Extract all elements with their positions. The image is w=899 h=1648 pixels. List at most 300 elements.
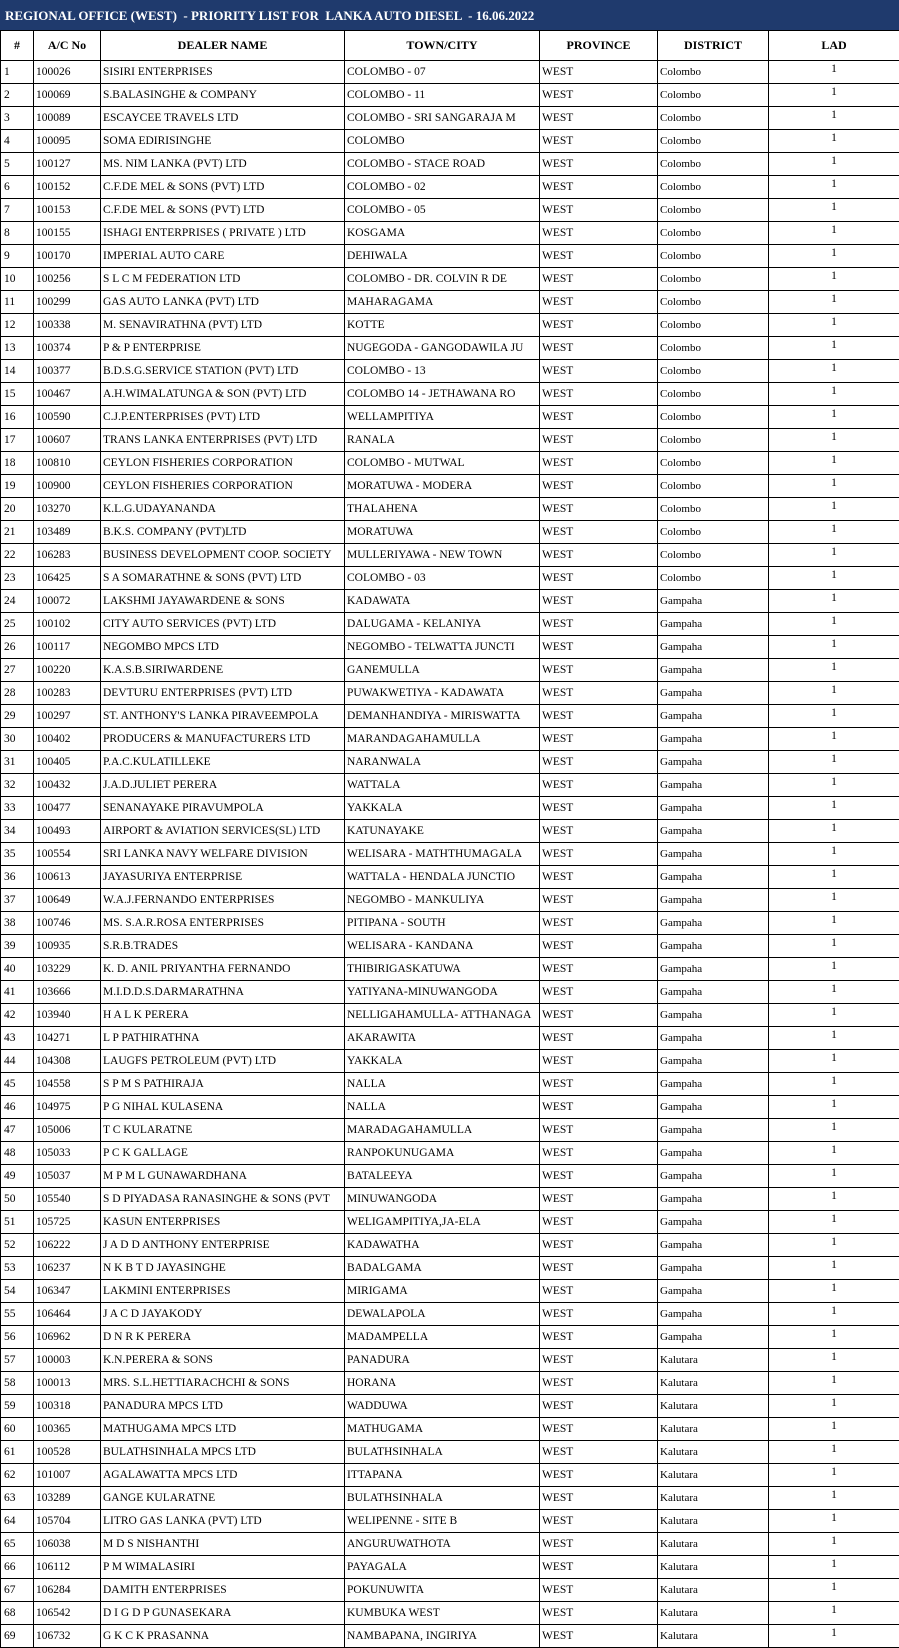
- table-row: [1, 475, 899, 498]
- cell-lad: 1: [769, 1602, 899, 1625]
- cell-account-no: 101007: [34, 1464, 101, 1487]
- cell-town-city: RANALA: [345, 429, 540, 452]
- cell-lad: 1: [769, 84, 899, 107]
- cell-lad: 1: [769, 498, 899, 521]
- cell-index: 19: [1, 475, 34, 498]
- cell-province: WEST: [540, 1372, 658, 1395]
- cell-account-no: 100256: [34, 268, 101, 291]
- cell-province: WEST: [540, 1234, 658, 1257]
- cell-town-city: COLOMBO 14 - JETHAWANA RO: [345, 383, 540, 406]
- table-row: [1, 1234, 899, 1257]
- cell-dealer-name: PRODUCERS & MANUFACTURERS LTD: [101, 728, 345, 751]
- cell-district: Colombo: [658, 268, 769, 291]
- cell-dealer-name: CEYLON FISHERIES CORPORATION: [101, 475, 345, 498]
- cell-lad: 1: [769, 728, 899, 751]
- table-row: [1, 199, 899, 222]
- cell-town-city: NEGOMBO - MANKULIYA: [345, 889, 540, 912]
- cell-index: 40: [1, 958, 34, 981]
- table-row: [1, 153, 899, 176]
- cell-district: Gampaha: [658, 1257, 769, 1280]
- cell-province: WEST: [540, 774, 658, 797]
- cell-province: WEST: [540, 1487, 658, 1510]
- cell-index: 56: [1, 1326, 34, 1349]
- cell-index: 1: [1, 61, 34, 84]
- cell-province: WEST: [540, 245, 658, 268]
- cell-district: Gampaha: [658, 636, 769, 659]
- cell-district: Gampaha: [658, 728, 769, 751]
- cell-province: WEST: [540, 636, 658, 659]
- table-row: [1, 130, 899, 153]
- cell-dealer-name: MS. NIM LANKA (PVT) LTD: [101, 153, 345, 176]
- cell-account-no: 100338: [34, 314, 101, 337]
- table-row: [1, 1418, 899, 1441]
- table-row: [1, 291, 899, 314]
- cell-lad: 1: [769, 1165, 899, 1188]
- cell-lad: 1: [769, 774, 899, 797]
- cell-account-no: 100089: [34, 107, 101, 130]
- cell-index: 13: [1, 337, 34, 360]
- cell-index: 28: [1, 682, 34, 705]
- cell-index: 69: [1, 1625, 34, 1648]
- cell-province: WEST: [540, 1418, 658, 1441]
- cell-district: Gampaha: [658, 751, 769, 774]
- cell-province: WEST: [540, 521, 658, 544]
- cell-district: Colombo: [658, 245, 769, 268]
- cell-district: Gampaha: [658, 682, 769, 705]
- header-town-city: TOWN/CITY: [345, 31, 540, 61]
- cell-town-city: COLOMBO - 13: [345, 360, 540, 383]
- table-row: [1, 1257, 899, 1280]
- cell-index: 23: [1, 567, 34, 590]
- cell-town-city: NALLA: [345, 1073, 540, 1096]
- cell-province: WEST: [540, 567, 658, 590]
- table-row: [1, 1073, 899, 1096]
- table-row: [1, 429, 899, 452]
- cell-index: 4: [1, 130, 34, 153]
- header-index: #: [1, 31, 34, 61]
- cell-lad: 1: [769, 981, 899, 1004]
- cell-dealer-name: P M WIMALASIRI: [101, 1556, 345, 1579]
- cell-town-city: COLOMBO - 03: [345, 567, 540, 590]
- cell-town-city: DEHIWALA: [345, 245, 540, 268]
- cell-account-no: 100365: [34, 1418, 101, 1441]
- cell-index: 7: [1, 199, 34, 222]
- cell-dealer-name: J.A.D.JULIET PERERA: [101, 774, 345, 797]
- cell-district: Gampaha: [658, 981, 769, 1004]
- cell-index: 15: [1, 383, 34, 406]
- table-row: [1, 659, 899, 682]
- cell-dealer-name: B.K.S. COMPANY (PVT)LTD: [101, 521, 345, 544]
- table-row: [1, 1280, 899, 1303]
- cell-province: WEST: [540, 544, 658, 567]
- cell-lad: 1: [769, 1556, 899, 1579]
- cell-index: 38: [1, 912, 34, 935]
- table-row: [1, 84, 899, 107]
- cell-lad: 1: [769, 153, 899, 176]
- table-row: [1, 1625, 899, 1648]
- cell-account-no: 106038: [34, 1533, 101, 1556]
- cell-account-no: 100069: [34, 84, 101, 107]
- cell-province: WEST: [540, 1510, 658, 1533]
- cell-lad: 1: [769, 314, 899, 337]
- cell-town-city: MAHARAGAMA: [345, 291, 540, 314]
- cell-index: 39: [1, 935, 34, 958]
- table-row: [1, 1441, 899, 1464]
- cell-town-city: NAMBAPANA, INGIRIYA: [345, 1625, 540, 1648]
- cell-index: 54: [1, 1280, 34, 1303]
- cell-province: WEST: [540, 1579, 658, 1602]
- cell-account-no: 100467: [34, 383, 101, 406]
- cell-dealer-name: LAKSHMI JAYAWARDENE & SONS: [101, 590, 345, 613]
- cell-lad: 1: [769, 797, 899, 820]
- cell-town-city: COLOMBO: [345, 130, 540, 153]
- cell-account-no: 100432: [34, 774, 101, 797]
- cell-town-city: DEWALAPOLA: [345, 1303, 540, 1326]
- cell-index: 44: [1, 1050, 34, 1073]
- cell-town-city: WADDUWA: [345, 1395, 540, 1418]
- cell-town-city: WELLAMPITIYA: [345, 406, 540, 429]
- cell-lad: 1: [769, 567, 899, 590]
- cell-town-city: NEGOMBO - TELWATTA JUNCTI: [345, 636, 540, 659]
- cell-dealer-name: M. SENAVIRATHNA (PVT) LTD: [101, 314, 345, 337]
- cell-lad: 1: [769, 1188, 899, 1211]
- cell-town-city: YAKKALA: [345, 797, 540, 820]
- table-row: [1, 245, 899, 268]
- cell-lad: 1: [769, 636, 899, 659]
- cell-district: Colombo: [658, 337, 769, 360]
- cell-town-city: PANADURA: [345, 1349, 540, 1372]
- cell-town-city: NARANWALA: [345, 751, 540, 774]
- cell-dealer-name: GANGE KULARATNE: [101, 1487, 345, 1510]
- cell-town-city: PUWAKWETIYA - KADAWATA: [345, 682, 540, 705]
- cell-district: Colombo: [658, 567, 769, 590]
- cell-town-city: ITTAPANA: [345, 1464, 540, 1487]
- cell-lad: 1: [769, 1464, 899, 1487]
- cell-town-city: KADAWATHA: [345, 1234, 540, 1257]
- cell-town-city: MARANDAGAHAMULLA: [345, 728, 540, 751]
- cell-district: Kalutara: [658, 1487, 769, 1510]
- cell-index: 60: [1, 1418, 34, 1441]
- cell-lad: 1: [769, 337, 899, 360]
- table-row: [1, 1349, 899, 1372]
- cell-lad: 1: [769, 521, 899, 544]
- cell-index: 37: [1, 889, 34, 912]
- table-row: [1, 590, 899, 613]
- cell-district: Colombo: [658, 153, 769, 176]
- sheet-title: REGIONAL OFFICE (WEST) - PRIORITY LIST FOR LANKA AUTO DIESEL - 16.06.2022: [0, 0, 899, 30]
- cell-account-no: 106425: [34, 567, 101, 590]
- cell-district: Gampaha: [658, 774, 769, 797]
- cell-lad: 1: [769, 820, 899, 843]
- cell-lad: 1: [769, 958, 899, 981]
- cell-account-no: 100072: [34, 590, 101, 613]
- cell-account-no: 100405: [34, 751, 101, 774]
- table-row: [1, 1579, 899, 1602]
- cell-province: WEST: [540, 1211, 658, 1234]
- header-lad: LAD: [769, 31, 899, 61]
- cell-district: Gampaha: [658, 1027, 769, 1050]
- cell-district: Kalutara: [658, 1602, 769, 1625]
- cell-town-city: KATUNAYAKE: [345, 820, 540, 843]
- cell-town-city: COLOMBO - STACE ROAD: [345, 153, 540, 176]
- cell-province: WEST: [540, 1625, 658, 1648]
- cell-province: WEST: [540, 360, 658, 383]
- cell-town-city: HORANA: [345, 1372, 540, 1395]
- cell-lad: 1: [769, 1625, 899, 1648]
- cell-district: Gampaha: [658, 1050, 769, 1073]
- cell-dealer-name: DEVTURU ENTERPRISES (PVT) LTD: [101, 682, 345, 705]
- table-row: [1, 222, 899, 245]
- cell-district: Gampaha: [658, 889, 769, 912]
- cell-dealer-name: C.J.P.ENTERPRISES (PVT) LTD: [101, 406, 345, 429]
- cell-province: WEST: [540, 498, 658, 521]
- cell-index: 59: [1, 1395, 34, 1418]
- cell-dealer-name: M P M L GUNAWARDHANA: [101, 1165, 345, 1188]
- cell-dealer-name: P C K GALLAGE: [101, 1142, 345, 1165]
- cell-town-city: MINUWANGODA: [345, 1188, 540, 1211]
- cell-district: Colombo: [658, 61, 769, 84]
- cell-province: WEST: [540, 1050, 658, 1073]
- cell-lad: 1: [769, 291, 899, 314]
- cell-index: 68: [1, 1602, 34, 1625]
- cell-dealer-name: S A SOMARATHNE & SONS (PVT) LTD: [101, 567, 345, 590]
- table-row: [1, 567, 899, 590]
- table-row: [1, 521, 899, 544]
- cell-dealer-name: P.A.C.KULATILLEKE: [101, 751, 345, 774]
- cell-index: 14: [1, 360, 34, 383]
- cell-dealer-name: DAMITH ENTERPRISES: [101, 1579, 345, 1602]
- table-row: [1, 1303, 899, 1326]
- cell-lad: 1: [769, 1510, 899, 1533]
- cell-district: Colombo: [658, 429, 769, 452]
- cell-town-city: NALLA: [345, 1096, 540, 1119]
- cell-province: WEST: [540, 1533, 658, 1556]
- cell-index: 8: [1, 222, 34, 245]
- cell-province: WEST: [540, 797, 658, 820]
- cell-account-no: 100935: [34, 935, 101, 958]
- cell-province: WEST: [540, 728, 658, 751]
- cell-dealer-name: S L C M FEDERATION LTD: [101, 268, 345, 291]
- cell-town-city: MATHUGAMA: [345, 1418, 540, 1441]
- cell-dealer-name: S.BALASINGHE & COMPANY: [101, 84, 345, 107]
- cell-district: Gampaha: [658, 1234, 769, 1257]
- cell-district: Kalutara: [658, 1441, 769, 1464]
- cell-dealer-name: SENANAYAKE PIRAVUMPOLA: [101, 797, 345, 820]
- table-row: [1, 1602, 899, 1625]
- cell-dealer-name: BUSINESS DEVELOPMENT COOP. SOCIETY: [101, 544, 345, 567]
- cell-province: WEST: [540, 337, 658, 360]
- cell-district: Gampaha: [658, 935, 769, 958]
- cell-lad: 1: [769, 268, 899, 291]
- cell-index: 24: [1, 590, 34, 613]
- cell-town-city: COLOMBO - 07: [345, 61, 540, 84]
- cell-province: WEST: [540, 107, 658, 130]
- cell-account-no: 100590: [34, 406, 101, 429]
- cell-town-city: KOSGAMA: [345, 222, 540, 245]
- cell-district: Kalutara: [658, 1418, 769, 1441]
- cell-account-no: 100900: [34, 475, 101, 498]
- table-row: [1, 1096, 899, 1119]
- cell-district: Kalutara: [658, 1395, 769, 1418]
- cell-index: 9: [1, 245, 34, 268]
- table-row: [1, 337, 899, 360]
- cell-province: WEST: [540, 613, 658, 636]
- cell-lad: 1: [769, 659, 899, 682]
- cell-account-no: 104975: [34, 1096, 101, 1119]
- cell-province: WEST: [540, 452, 658, 475]
- cell-province: WEST: [540, 406, 658, 429]
- cell-lad: 1: [769, 199, 899, 222]
- cell-town-city: COLOMBO - 02: [345, 176, 540, 199]
- cell-index: 20: [1, 498, 34, 521]
- cell-district: Gampaha: [658, 820, 769, 843]
- cell-dealer-name: LITRO GAS LANKA (PVT) LTD: [101, 1510, 345, 1533]
- header-account-no: A/C No: [34, 31, 101, 61]
- cell-dealer-name: W.A.J.FERNANDO ENTERPRISES: [101, 889, 345, 912]
- cell-town-city: YATIYANA-MINUWANGODA: [345, 981, 540, 1004]
- cell-account-no: 100299: [34, 291, 101, 314]
- cell-province: WEST: [540, 843, 658, 866]
- cell-province: WEST: [540, 981, 658, 1004]
- cell-lad: 1: [769, 1142, 899, 1165]
- table-row: [1, 1211, 899, 1234]
- cell-province: WEST: [540, 314, 658, 337]
- cell-dealer-name: K.L.G.UDAYANANDA: [101, 498, 345, 521]
- cell-lad: 1: [769, 1096, 899, 1119]
- table-body: [1, 61, 899, 1648]
- cell-province: WEST: [540, 1556, 658, 1579]
- cell-province: WEST: [540, 130, 658, 153]
- table-row: [1, 705, 899, 728]
- cell-province: WEST: [540, 958, 658, 981]
- cell-district: Gampaha: [658, 705, 769, 728]
- cell-lad: 1: [769, 1579, 899, 1602]
- cell-town-city: DEMANHANDIYA - MIRISWATTA: [345, 705, 540, 728]
- cell-lad: 1: [769, 1533, 899, 1556]
- cell-district: Gampaha: [658, 1326, 769, 1349]
- cell-district: Colombo: [658, 475, 769, 498]
- header-dealer-name: DEALER NAME: [101, 31, 345, 61]
- cell-lad: 1: [769, 866, 899, 889]
- cell-town-city: BADALGAMA: [345, 1257, 540, 1280]
- cell-district: Gampaha: [658, 1096, 769, 1119]
- cell-district: Gampaha: [658, 659, 769, 682]
- cell-account-no: 106347: [34, 1280, 101, 1303]
- cell-account-no: 100155: [34, 222, 101, 245]
- cell-lad: 1: [769, 1487, 899, 1510]
- cell-account-no: 106222: [34, 1234, 101, 1257]
- table-row: [1, 774, 899, 797]
- cell-town-city: NUGEGODA - GANGODAWILA JU: [345, 337, 540, 360]
- cell-town-city: RANPOKUNUGAMA: [345, 1142, 540, 1165]
- cell-index: 66: [1, 1556, 34, 1579]
- cell-lad: 1: [769, 452, 899, 475]
- cell-lad: 1: [769, 360, 899, 383]
- table-row: [1, 1188, 899, 1211]
- cell-province: WEST: [540, 222, 658, 245]
- table-row: [1, 544, 899, 567]
- cell-index: 41: [1, 981, 34, 1004]
- cell-account-no: 100220: [34, 659, 101, 682]
- cell-district: Colombo: [658, 291, 769, 314]
- cell-dealer-name: K.A.S.B.SIRIWARDENE: [101, 659, 345, 682]
- cell-province: WEST: [540, 383, 658, 406]
- cell-district: Gampaha: [658, 912, 769, 935]
- cell-lad: 1: [769, 613, 899, 636]
- cell-town-city: AKARAWITA: [345, 1027, 540, 1050]
- table-row: [1, 1556, 899, 1579]
- cell-lad: 1: [769, 475, 899, 498]
- cell-index: 27: [1, 659, 34, 682]
- table-row: [1, 1165, 899, 1188]
- cell-dealer-name: NEGOMBO MPCS LTD: [101, 636, 345, 659]
- cell-index: 35: [1, 843, 34, 866]
- cell-province: WEST: [540, 268, 658, 291]
- cell-province: WEST: [540, 199, 658, 222]
- cell-dealer-name: C.F.DE MEL & SONS (PVT) LTD: [101, 176, 345, 199]
- table-row: [1, 1119, 899, 1142]
- cell-lad: 1: [769, 1349, 899, 1372]
- cell-lad: 1: [769, 544, 899, 567]
- cell-town-city: BULATHSINHALA: [345, 1441, 540, 1464]
- cell-index: 2: [1, 84, 34, 107]
- cell-district: Gampaha: [658, 797, 769, 820]
- cell-dealer-name: K.N.PERERA & SONS: [101, 1349, 345, 1372]
- cell-district: Gampaha: [658, 1119, 769, 1142]
- cell-province: WEST: [540, 1441, 658, 1464]
- cell-lad: 1: [769, 1280, 899, 1303]
- cell-province: WEST: [540, 429, 658, 452]
- table-row: [1, 1326, 899, 1349]
- table-row: [1, 751, 899, 774]
- cell-district: Gampaha: [658, 1142, 769, 1165]
- cell-province: WEST: [540, 705, 658, 728]
- cell-account-no: 100003: [34, 1349, 101, 1372]
- cell-province: WEST: [540, 291, 658, 314]
- cell-dealer-name: AIRPORT & AVIATION SERVICES(SL) LTD: [101, 820, 345, 843]
- cell-lad: 1: [769, 935, 899, 958]
- cell-dealer-name: B.D.S.G.SERVICE STATION (PVT) LTD: [101, 360, 345, 383]
- cell-dealer-name: MATHUGAMA MPCS LTD: [101, 1418, 345, 1441]
- cell-account-no: 100746: [34, 912, 101, 935]
- cell-district: Kalutara: [658, 1372, 769, 1395]
- cell-dealer-name: CITY AUTO SERVICES (PVT) LTD: [101, 613, 345, 636]
- cell-account-no: 100026: [34, 61, 101, 84]
- cell-dealer-name: IMPERIAL AUTO CARE: [101, 245, 345, 268]
- cell-lad: 1: [769, 1326, 899, 1349]
- table-row: [1, 958, 899, 981]
- cell-dealer-name: SRI LANKA NAVY WELFARE DIVISION: [101, 843, 345, 866]
- cell-lad: 1: [769, 1395, 899, 1418]
- cell-account-no: 100477: [34, 797, 101, 820]
- cell-province: WEST: [540, 1096, 658, 1119]
- cell-town-city: GANEMULLA: [345, 659, 540, 682]
- cell-account-no: 105704: [34, 1510, 101, 1533]
- cell-index: 45: [1, 1073, 34, 1096]
- cell-district: Colombo: [658, 314, 769, 337]
- cell-index: 57: [1, 1349, 34, 1372]
- cell-account-no: 103229: [34, 958, 101, 981]
- cell-index: 65: [1, 1533, 34, 1556]
- cell-index: 42: [1, 1004, 34, 1027]
- cell-account-no: 103940: [34, 1004, 101, 1027]
- cell-dealer-name: PANADURA MPCS LTD: [101, 1395, 345, 1418]
- cell-town-city: THALAHENA: [345, 498, 540, 521]
- cell-dealer-name: CEYLON FISHERIES CORPORATION: [101, 452, 345, 475]
- cell-dealer-name: M D S NISHANTHI: [101, 1533, 345, 1556]
- cell-index: 49: [1, 1165, 34, 1188]
- table-row: [1, 452, 899, 475]
